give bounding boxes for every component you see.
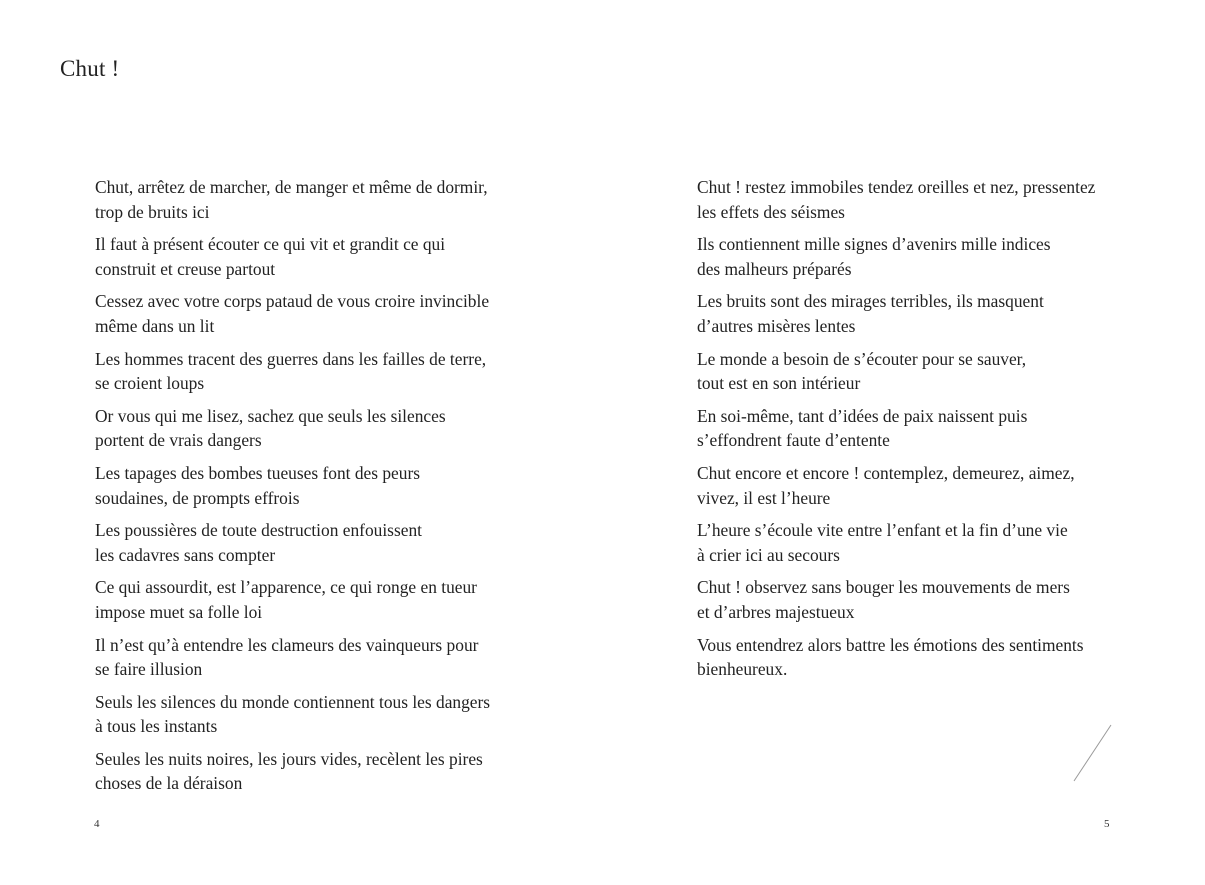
verse-line: tout est en son intérieur — [697, 373, 861, 394]
verse-line: choses de la déraison — [95, 773, 243, 794]
stanza — [95, 289, 535, 338]
verse-line: Chut encore et encore ! contemplez, demeurez, aimez, — [697, 462, 1075, 483]
verse-line: soudaines, de prompts effrois — [95, 487, 300, 508]
verse-line: construit et creuse partout — [95, 258, 276, 279]
verse-line: Il faut à présent écouter ce qui vit et grandit ce qui — [95, 234, 446, 255]
poem-title: Chut ! — [60, 56, 120, 81]
verse-line: à tous les instants — [95, 716, 218, 737]
stanza — [95, 175, 535, 224]
stanza — [95, 461, 535, 510]
stanza — [95, 690, 535, 739]
verse-line: les effets des séismes — [697, 201, 845, 222]
verse-line: s’effondrent faute d’entente — [697, 430, 890, 451]
stanza — [95, 347, 535, 396]
verse-line: Chut ! observez sans bouger les mouvements de mers — [697, 577, 1070, 598]
verse-line: des malheurs préparés — [697, 258, 852, 279]
verse-line: Il n’est qu’à entendre les clameurs des vainqueurs pour — [95, 634, 479, 655]
stanza — [95, 232, 535, 281]
verse-line: Chut, arrêtez de marcher, de manger et même de dormir, — [95, 177, 488, 197]
verse-line: Seules les nuits noires, les jours vides, recèlent les pires — [95, 748, 483, 769]
stanza — [95, 404, 535, 453]
stanza — [697, 633, 1137, 682]
stanza — [95, 747, 535, 796]
verse-line: et d’arbres majestueux — [697, 601, 855, 622]
page-number-right: 5 — [1104, 818, 1110, 830]
verse-line: Or vous qui me lisez, sachez que seuls les silences — [95, 405, 446, 426]
verse-line: les cadavres sans compter — [95, 544, 276, 565]
decorative-slash-line — [1070, 722, 1115, 784]
verse-line: bienheureux. — [697, 659, 788, 680]
stanza — [697, 404, 1137, 453]
verse-line: Ce qui assourdit, est l’apparence, ce qui ronge en tueur — [95, 577, 477, 598]
stanza — [697, 289, 1137, 338]
right-page-column — [697, 175, 1137, 690]
verse-line: d’autres misères lentes — [697, 315, 856, 336]
verse-line: Les bruits sont des mirages terribles, ils masquent — [697, 291, 1044, 312]
verse-line: Le monde a besoin de s’écouter pour se sauver, — [697, 348, 1027, 369]
verse-line: L’heure s’écoule vite entre l’enfant et la fin d’une vie — [697, 520, 1068, 541]
verse-line: trop de bruits ici — [95, 201, 210, 222]
verse-line: se faire illusion — [95, 659, 203, 680]
verse-line: Seuls les silences du monde contiennent tous les dangers — [95, 691, 491, 712]
stanza — [697, 232, 1137, 281]
verse-line: Ils contiennent mille signes d’avenirs mille indices — [697, 234, 1051, 255]
verse-line: à crier ici au secours — [697, 544, 840, 565]
stanza — [697, 175, 1137, 224]
stanza — [697, 461, 1137, 510]
verse-line: se croient loups — [95, 373, 205, 394]
verse-line: Vous entendrez alors battre les émotions des sentiments — [697, 634, 1084, 655]
stanza — [95, 575, 535, 624]
page-number-left: 4 — [94, 818, 100, 830]
verse-line: portent de vrais dangers — [95, 430, 262, 451]
stanza — [697, 518, 1137, 567]
verse-line: Les tapages des bombes tueuses font des peurs — [95, 462, 421, 483]
stanza — [697, 575, 1137, 624]
verse-line: En soi-même, tant d’idées de paix naissent puis — [697, 405, 1028, 426]
verse-line: Les hommes tracent des guerres dans les failles de terre, — [95, 348, 487, 369]
verse-line: impose muet sa folle loi — [95, 601, 263, 622]
verse-line: vivez, il est l’heure — [697, 487, 831, 508]
verse-line: Les poussières de toute destruction enfouissent — [95, 520, 422, 541]
verse-line: même dans un lit — [95, 315, 215, 336]
left-page-column — [95, 175, 535, 804]
verse-line: Chut ! restez immobiles tendez oreilles et nez, pressentez — [697, 177, 1096, 197]
verse-line: Cessez avec votre corps pataud de vous croire invincible — [95, 291, 490, 312]
stanza — [95, 633, 535, 682]
stanza — [95, 518, 535, 567]
stanza — [697, 347, 1137, 396]
